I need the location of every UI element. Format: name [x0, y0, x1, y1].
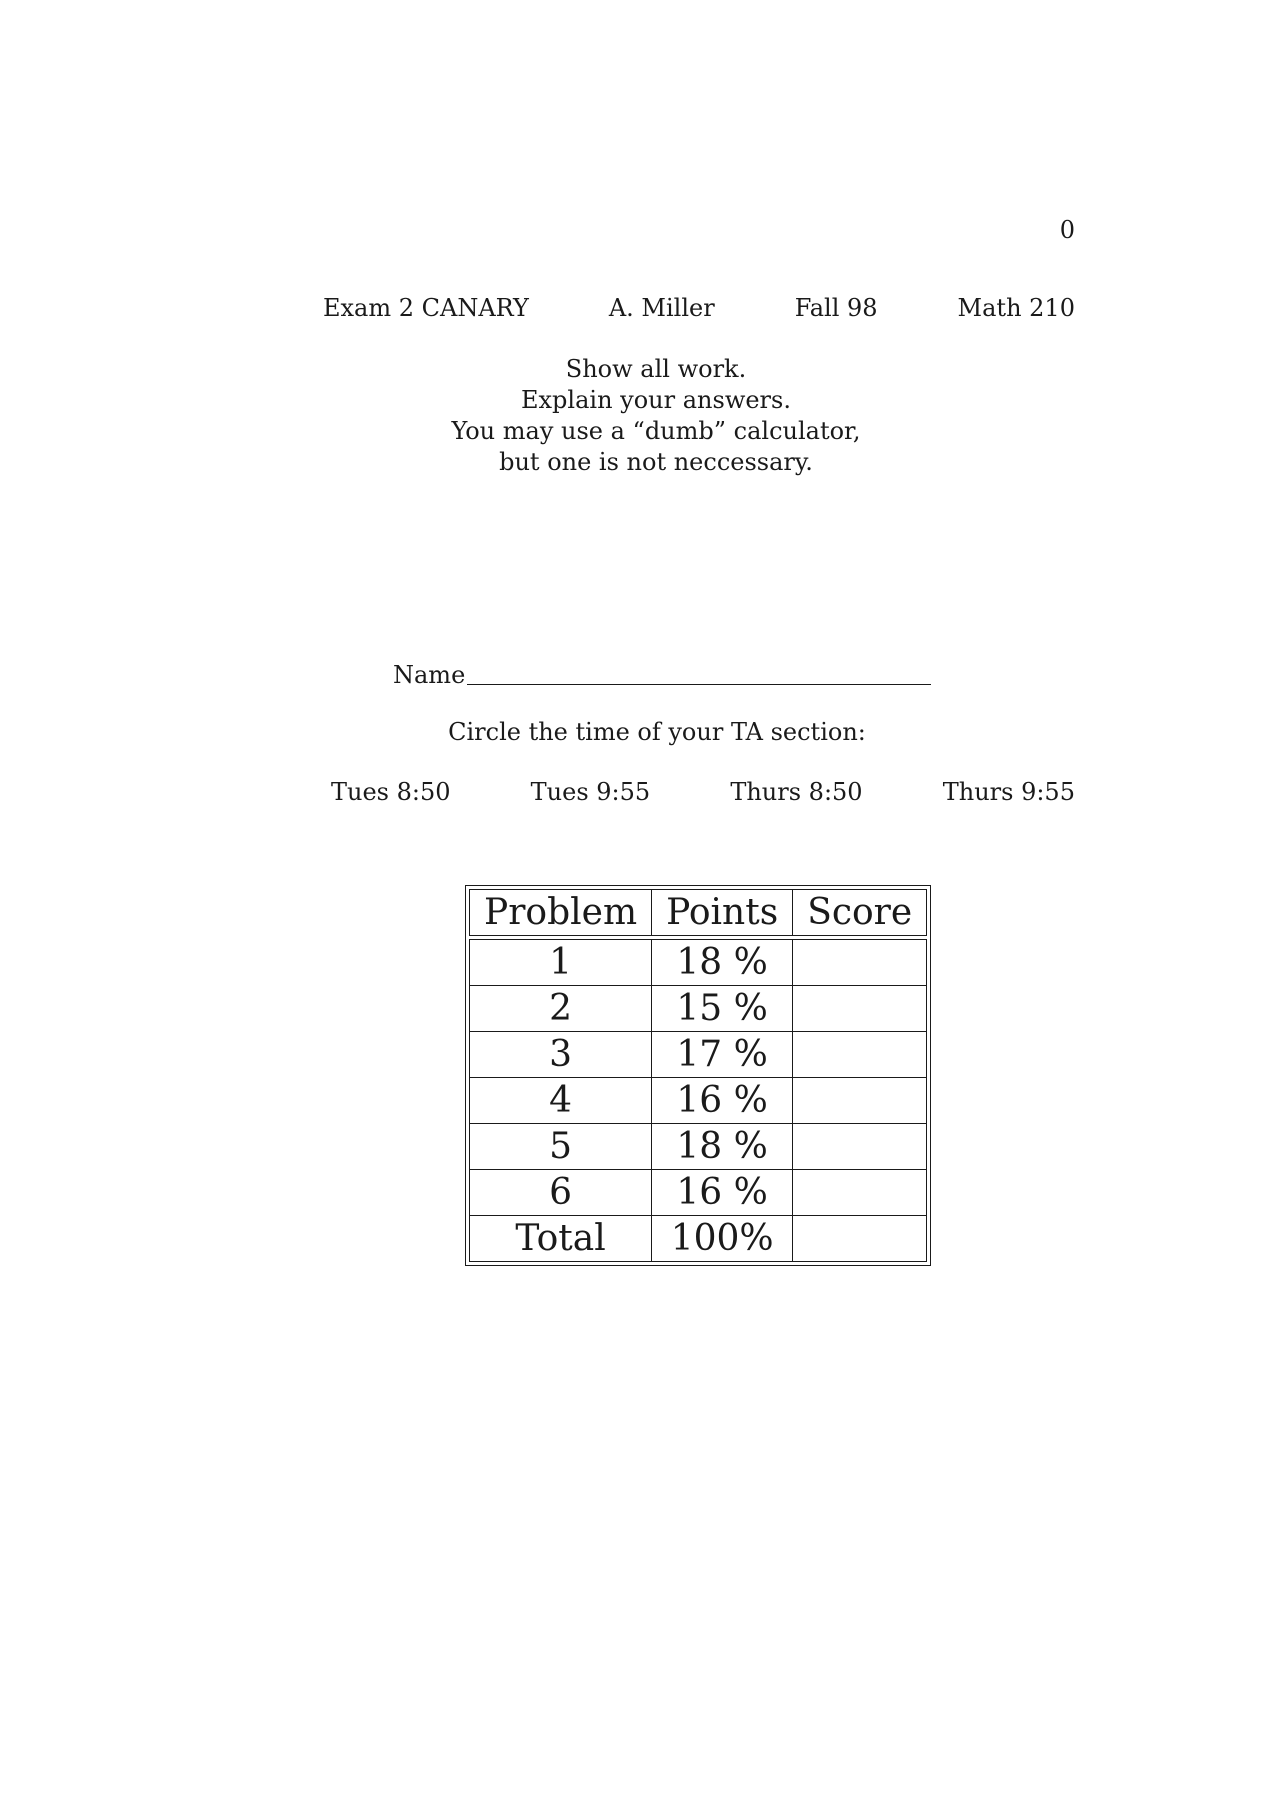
ta-section-prompt: Circle the time of your TA section: — [448, 718, 866, 746]
score-table-header-row — [470, 890, 927, 936]
score-table — [469, 889, 927, 1262]
problem-cell: 2 — [470, 986, 652, 1032]
problem-cell: 4 — [470, 1078, 652, 1124]
problem-cell: 1 — [470, 940, 652, 986]
score-cell[interactable] — [793, 1170, 927, 1216]
name-field — [393, 660, 931, 689]
table-row — [470, 1124, 927, 1170]
instruction-line: Explain your answers. — [521, 386, 791, 414]
table-row — [470, 986, 927, 1032]
instruction-line: Show all work. — [565, 355, 747, 383]
table-row-total — [470, 1216, 927, 1262]
page-number: 0 — [1059, 216, 1075, 244]
score-cell[interactable] — [793, 986, 927, 1032]
exam-term: Fall 98 — [794, 294, 878, 322]
instruction-line: but one is not neccessary. — [499, 448, 813, 476]
points-cell: 16 % — [652, 1078, 793, 1124]
instructor-name: A. Miller — [608, 294, 715, 322]
course-name: Math 210 — [957, 294, 1075, 322]
ta-section-option[interactable]: Thurs 9:55 — [942, 778, 1075, 806]
table-row — [470, 1032, 927, 1078]
score-cell[interactable] — [793, 1216, 927, 1262]
exam-title: Exam 2 CANARY — [323, 294, 529, 322]
column-header-score: Score — [793, 890, 927, 936]
ta-section-option[interactable]: Thurs 8:50 — [730, 778, 863, 806]
exam-header — [323, 294, 1075, 322]
problem-cell: 5 — [470, 1124, 652, 1170]
points-cell: 15 % — [652, 986, 793, 1032]
points-cell: 16 % — [652, 1170, 793, 1216]
instruction-line: You may use a “dumb” calculator, — [451, 417, 861, 445]
ta-section-option[interactable]: Tues 9:55 — [530, 778, 651, 806]
column-header-problem: Problem — [470, 890, 652, 936]
ta-section-options — [331, 778, 1075, 806]
name-blank-line[interactable] — [467, 660, 931, 685]
points-cell: 100% — [652, 1216, 793, 1262]
table-row — [470, 1170, 927, 1216]
points-cell: 18 % — [652, 1124, 793, 1170]
score-cell[interactable] — [793, 1124, 927, 1170]
problem-cell: Total — [470, 1216, 652, 1262]
score-table-frame — [465, 885, 931, 1266]
column-header-points: Points — [652, 890, 793, 936]
points-cell: 18 % — [652, 940, 793, 986]
table-row — [470, 1078, 927, 1124]
name-label: Name — [393, 661, 466, 689]
score-cell[interactable] — [793, 1078, 927, 1124]
table-row — [470, 940, 927, 986]
problem-cell: 6 — [470, 1170, 652, 1216]
score-cell[interactable] — [793, 940, 927, 986]
ta-section-option[interactable]: Tues 8:50 — [331, 778, 451, 806]
problem-cell: 3 — [470, 1032, 652, 1078]
points-cell: 17 % — [652, 1032, 793, 1078]
score-cell[interactable] — [793, 1032, 927, 1078]
instructions-block — [0, 354, 1280, 478]
